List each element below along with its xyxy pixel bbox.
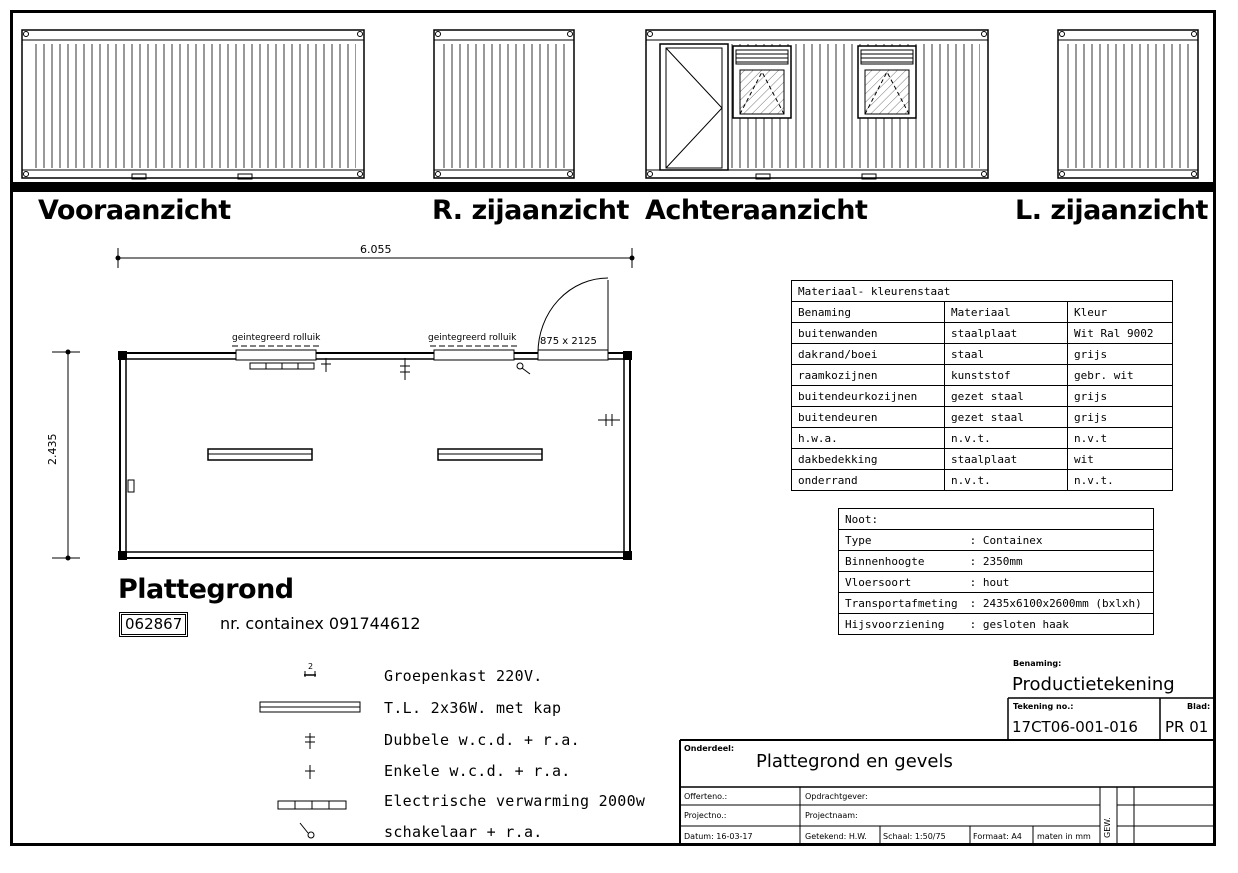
getekend-label: Getekend: H.W. [805, 832, 867, 841]
cell: Transportafmeting [839, 593, 964, 614]
tekening-value: 17CT06-001-016 [1012, 718, 1138, 736]
cell: gezet staal [945, 407, 1068, 428]
legend-heater: Electrische verwarming 2000w [384, 792, 646, 810]
blad-value: PR 01 [1165, 718, 1209, 736]
cell: gebr. wit [1068, 365, 1173, 386]
materials-header-kleur: Kleur [1068, 302, 1173, 323]
cell: staalplaat [945, 323, 1068, 344]
cell: buitendeurkozijnen [792, 386, 945, 407]
materials-title: Materiaal- kleurenstaat [792, 281, 1173, 302]
plan-length-dimension: 6.055 [360, 243, 392, 256]
opdrachtgever-label: Opdrachtgever: [805, 792, 868, 801]
front-view-title: Vooraanzicht [38, 195, 231, 226]
schaal-label: Schaal: 1:50/75 [883, 832, 946, 841]
right-view-title: R. zijaanzicht [432, 195, 629, 226]
cell: Type [839, 530, 964, 551]
onderdeel-label: Onderdeel: [684, 744, 735, 753]
cell: dakbedekking [792, 449, 945, 470]
materials-header-benaming: Benaming [792, 302, 945, 323]
cell: staal [945, 344, 1068, 365]
cell: n.v.t. [945, 428, 1068, 449]
offerte-label: Offerteno.: [684, 792, 728, 801]
plan-code: 062867 [121, 614, 186, 635]
cell: : 2435x6100x2600mm (bxlxh) [964, 593, 1154, 614]
cell: buitendeuren [792, 407, 945, 428]
legend-double-socket: Dubbele w.c.d. + r.a. [384, 731, 580, 749]
cell: : hout [964, 572, 1154, 593]
plan-width-dimension: 2.435 [46, 433, 59, 465]
shutter-label-2: geintegreerd rolluik [428, 333, 517, 343]
svg-text:2: 2 [308, 662, 314, 671]
cell: n.v.t. [1068, 470, 1173, 491]
cell: h.w.a. [792, 428, 945, 449]
cell: : Containex [964, 530, 1154, 551]
cell: : 2350mm [964, 551, 1154, 572]
projectnaam-label: Projectnaam: [805, 811, 858, 820]
door-size-label: 875 x 2125 [540, 336, 597, 347]
tekening-label: Tekening no.: [1013, 702, 1074, 711]
benaming-label: Benaming: [1013, 659, 1062, 668]
gew-label: GEW. [1103, 817, 1112, 838]
cell: raamkozijnen [792, 365, 945, 386]
cell: Binnenhoogte [839, 551, 964, 572]
materials-header-materiaal: Materiaal [945, 302, 1068, 323]
shutter-label-1: geintegreerd rolluik [232, 333, 321, 343]
notes-title: Noot: [839, 509, 1154, 530]
maten-label: maten in mm [1037, 832, 1091, 841]
cell: grijs [1068, 386, 1173, 407]
legend-tl: T.L. 2x36W. met kap [384, 699, 562, 717]
cell: n.v.t. [945, 470, 1068, 491]
cell: n.v.t [1068, 428, 1173, 449]
legend-single-socket: Enkele w.c.d. + r.a. [384, 762, 571, 780]
onderdeel-value: Plattegrond en gevels [756, 751, 953, 772]
cell: kunststof [945, 365, 1068, 386]
cell: Vloersoort [839, 572, 964, 593]
cell: grijs [1068, 407, 1173, 428]
datum-label: Datum: 16-03-17 [684, 832, 753, 841]
cell: grijs [1068, 344, 1173, 365]
project-label: Projectno.: [684, 811, 727, 820]
cell: Hijsvoorziening [839, 614, 964, 635]
cell: staalplaat [945, 449, 1068, 470]
blad-label: Blad: [1187, 702, 1211, 711]
back-view-title: Achteraanzicht [645, 195, 868, 226]
formaat-label: Formaat: A4 [973, 832, 1022, 841]
cell: dakrand/boei [792, 344, 945, 365]
benaming-value: Productietekening [1012, 674, 1175, 695]
cell: onderrand [792, 470, 945, 491]
legend-groepenkast: Groepenkast 220V. [384, 667, 543, 685]
cell: buitenwanden [792, 323, 945, 344]
left-view-title: L. zijaanzicht [1015, 195, 1208, 226]
cell: gezet staal [945, 386, 1068, 407]
cell: wit [1068, 449, 1173, 470]
container-number: nr. containex 091744612 [220, 614, 421, 633]
cell: Wit Ral 9002 [1068, 323, 1173, 344]
plan-title: Plattegrond [118, 574, 294, 605]
legend-switch: schakelaar + r.a. [384, 823, 543, 841]
cell: : gesloten haak [964, 614, 1154, 635]
